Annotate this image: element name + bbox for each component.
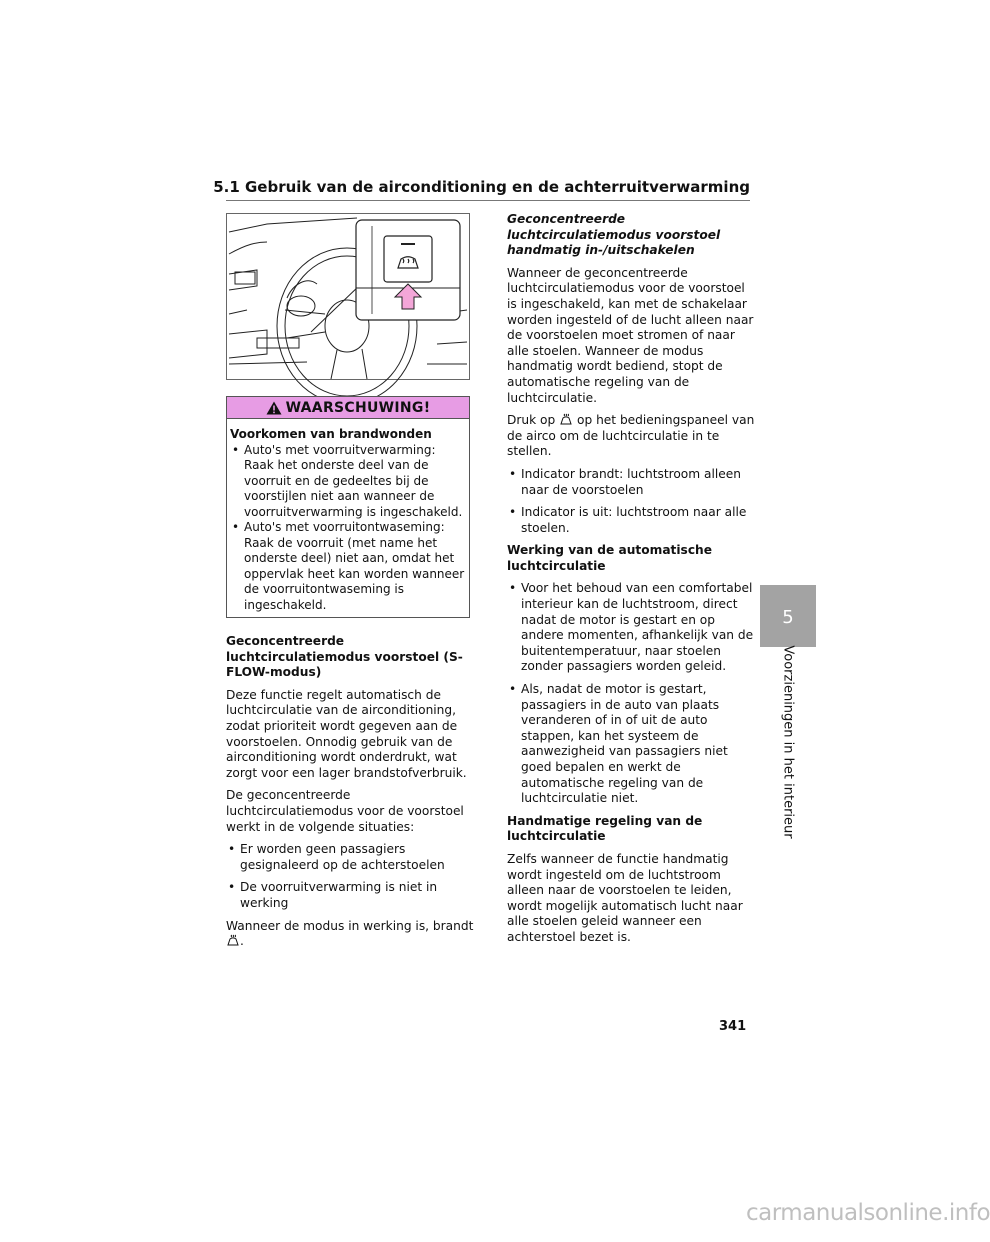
paragraph-text: op het bedieningspaneel van de airco om de luchtcirculatie in te stellen. — [507, 413, 755, 459]
list-item: • Auto's met voorruitontwaseming: Raak de voorruit (met name het onderste deel) niet aan, omdat het oppervlak heet kan worden wanneer de voorruitontwaseming is ingeschakeld. — [230, 520, 465, 613]
left-column — [226, 634, 474, 957]
paragraph: Wanneer de geconcentreerde luchtcirculatiemodus voor de voorstoel is ingeschakeld, kan met de schakelaar worden ingesteld of de lucht alleen naar de voorstoelen moet stromen of naar alle stoelen. Wanneer de modus handmatig wordt bediend, stopt de automatische regeling van de luchtcirculatie. — [507, 265, 754, 405]
paragraph-text-end: . — [240, 934, 244, 949]
warning-title: WAARSCHUWING! — [285, 399, 431, 416]
watermark: carmanualsonline.info — [746, 1200, 990, 1226]
section-heading: Geconcentreerde luchtcirculatiemodus voorstoel handmatig in-/uitschakelen — [507, 212, 721, 258]
warning-triangle-icon — [266, 401, 282, 415]
warning-header — [227, 397, 469, 419]
list-item: • Auto's met voorruitverwarming: Raak het onderste deel van de voorruit en de gedeeltes bij de voorstijlen niet aan wanneer de voorruitverwarming is ingeschakeld. — [230, 443, 465, 521]
page-header — [213, 178, 750, 200]
paragraph — [226, 919, 474, 950]
paragraph-text: Wanneer de modus in werking is, brandt — [226, 918, 474, 933]
section-heading: Geconcentreerde luchtcirculatiemodus voorstoel (S-FLOW-modus) — [226, 634, 463, 680]
paragraph-text: Druk op — [507, 413, 556, 428]
warning-list — [230, 443, 465, 614]
bullet-list — [507, 581, 757, 806]
paragraph: Deze functie regelt automatisch de luchtcirculatie van de airconditioning, zodat prioriteit wordt gegeven aan de voorstoelen. Onnodig gebruik van de airconditioning wordt onderdrukt, wat zorgt voor een lager brandstofverbruik. — [226, 687, 467, 780]
bullet-list — [507, 467, 757, 536]
list-item: • Als, nadat de motor is gestart, passagiers in de auto van plaats veranderen of in of uit de auto stappen, kan het systeem de aanwezigheid van passagiers niet goed bepalen en werkt de automatische regeling van de luchtcirculatie niet. — [507, 682, 757, 807]
dashboard-illustration — [226, 213, 470, 380]
list-item: • Indicator brandt: luchtstroom alleen naar de voorstoelen — [507, 467, 757, 498]
page-number: 341 — [719, 1019, 747, 1034]
paragraph: De geconcentreerde luchtcirculatiemodus voor de voorstoel werkt in de volgende situaties: — [226, 788, 464, 834]
paragraph: Zelfs wanneer de functie handmatig wordt ingesteld om de luchtstroom alleen naar de voorstoelen te leiden, wordt mogelijk automatisch lucht naar alle stoelen geleid wanneer een achterstoel bezet is. — [507, 851, 743, 944]
chapter-tab — [760, 585, 816, 647]
list-item: • Voor het behoud van een comfortabel interieur kan de luchtstroom, direct nadat de motor is gestart en op andere momenten, afhankelijk van de buitentemperatuur, naar stoelen zonder passagiers worden geleid. — [507, 581, 757, 675]
air-flow-icon — [559, 413, 573, 426]
air-flow-icon — [226, 934, 240, 947]
paragraph — [507, 413, 757, 460]
bullet-list — [226, 842, 474, 911]
warning-box — [226, 396, 470, 618]
list-item: • Indicator is uit: luchtstroom naar alle stoelen. — [507, 505, 757, 536]
chapter-number: 5 — [782, 607, 794, 628]
header-divider — [226, 200, 750, 201]
section-title: 5.1 Gebruik van de airconditioning en de achterruitverwarming — [213, 178, 750, 196]
list-item: • De voorruitverwarming is niet in werking — [226, 880, 474, 911]
list-item: • Er worden geen passagiers gesignaleerd op de achterstoelen — [226, 842, 474, 873]
warning-body — [227, 419, 469, 613]
warning-subtitle: Voorkomen van brandwonden — [230, 427, 432, 441]
right-column — [507, 212, 757, 953]
steering-wheel-illustration — [227, 214, 469, 379]
chapter-title: Voorzieningen in het interieur — [780, 645, 796, 839]
section-heading: Werking van de automatische luchtcirculatie — [507, 543, 712, 573]
section-heading: Handmatige regeling van de luchtcirculatie — [507, 813, 703, 844]
